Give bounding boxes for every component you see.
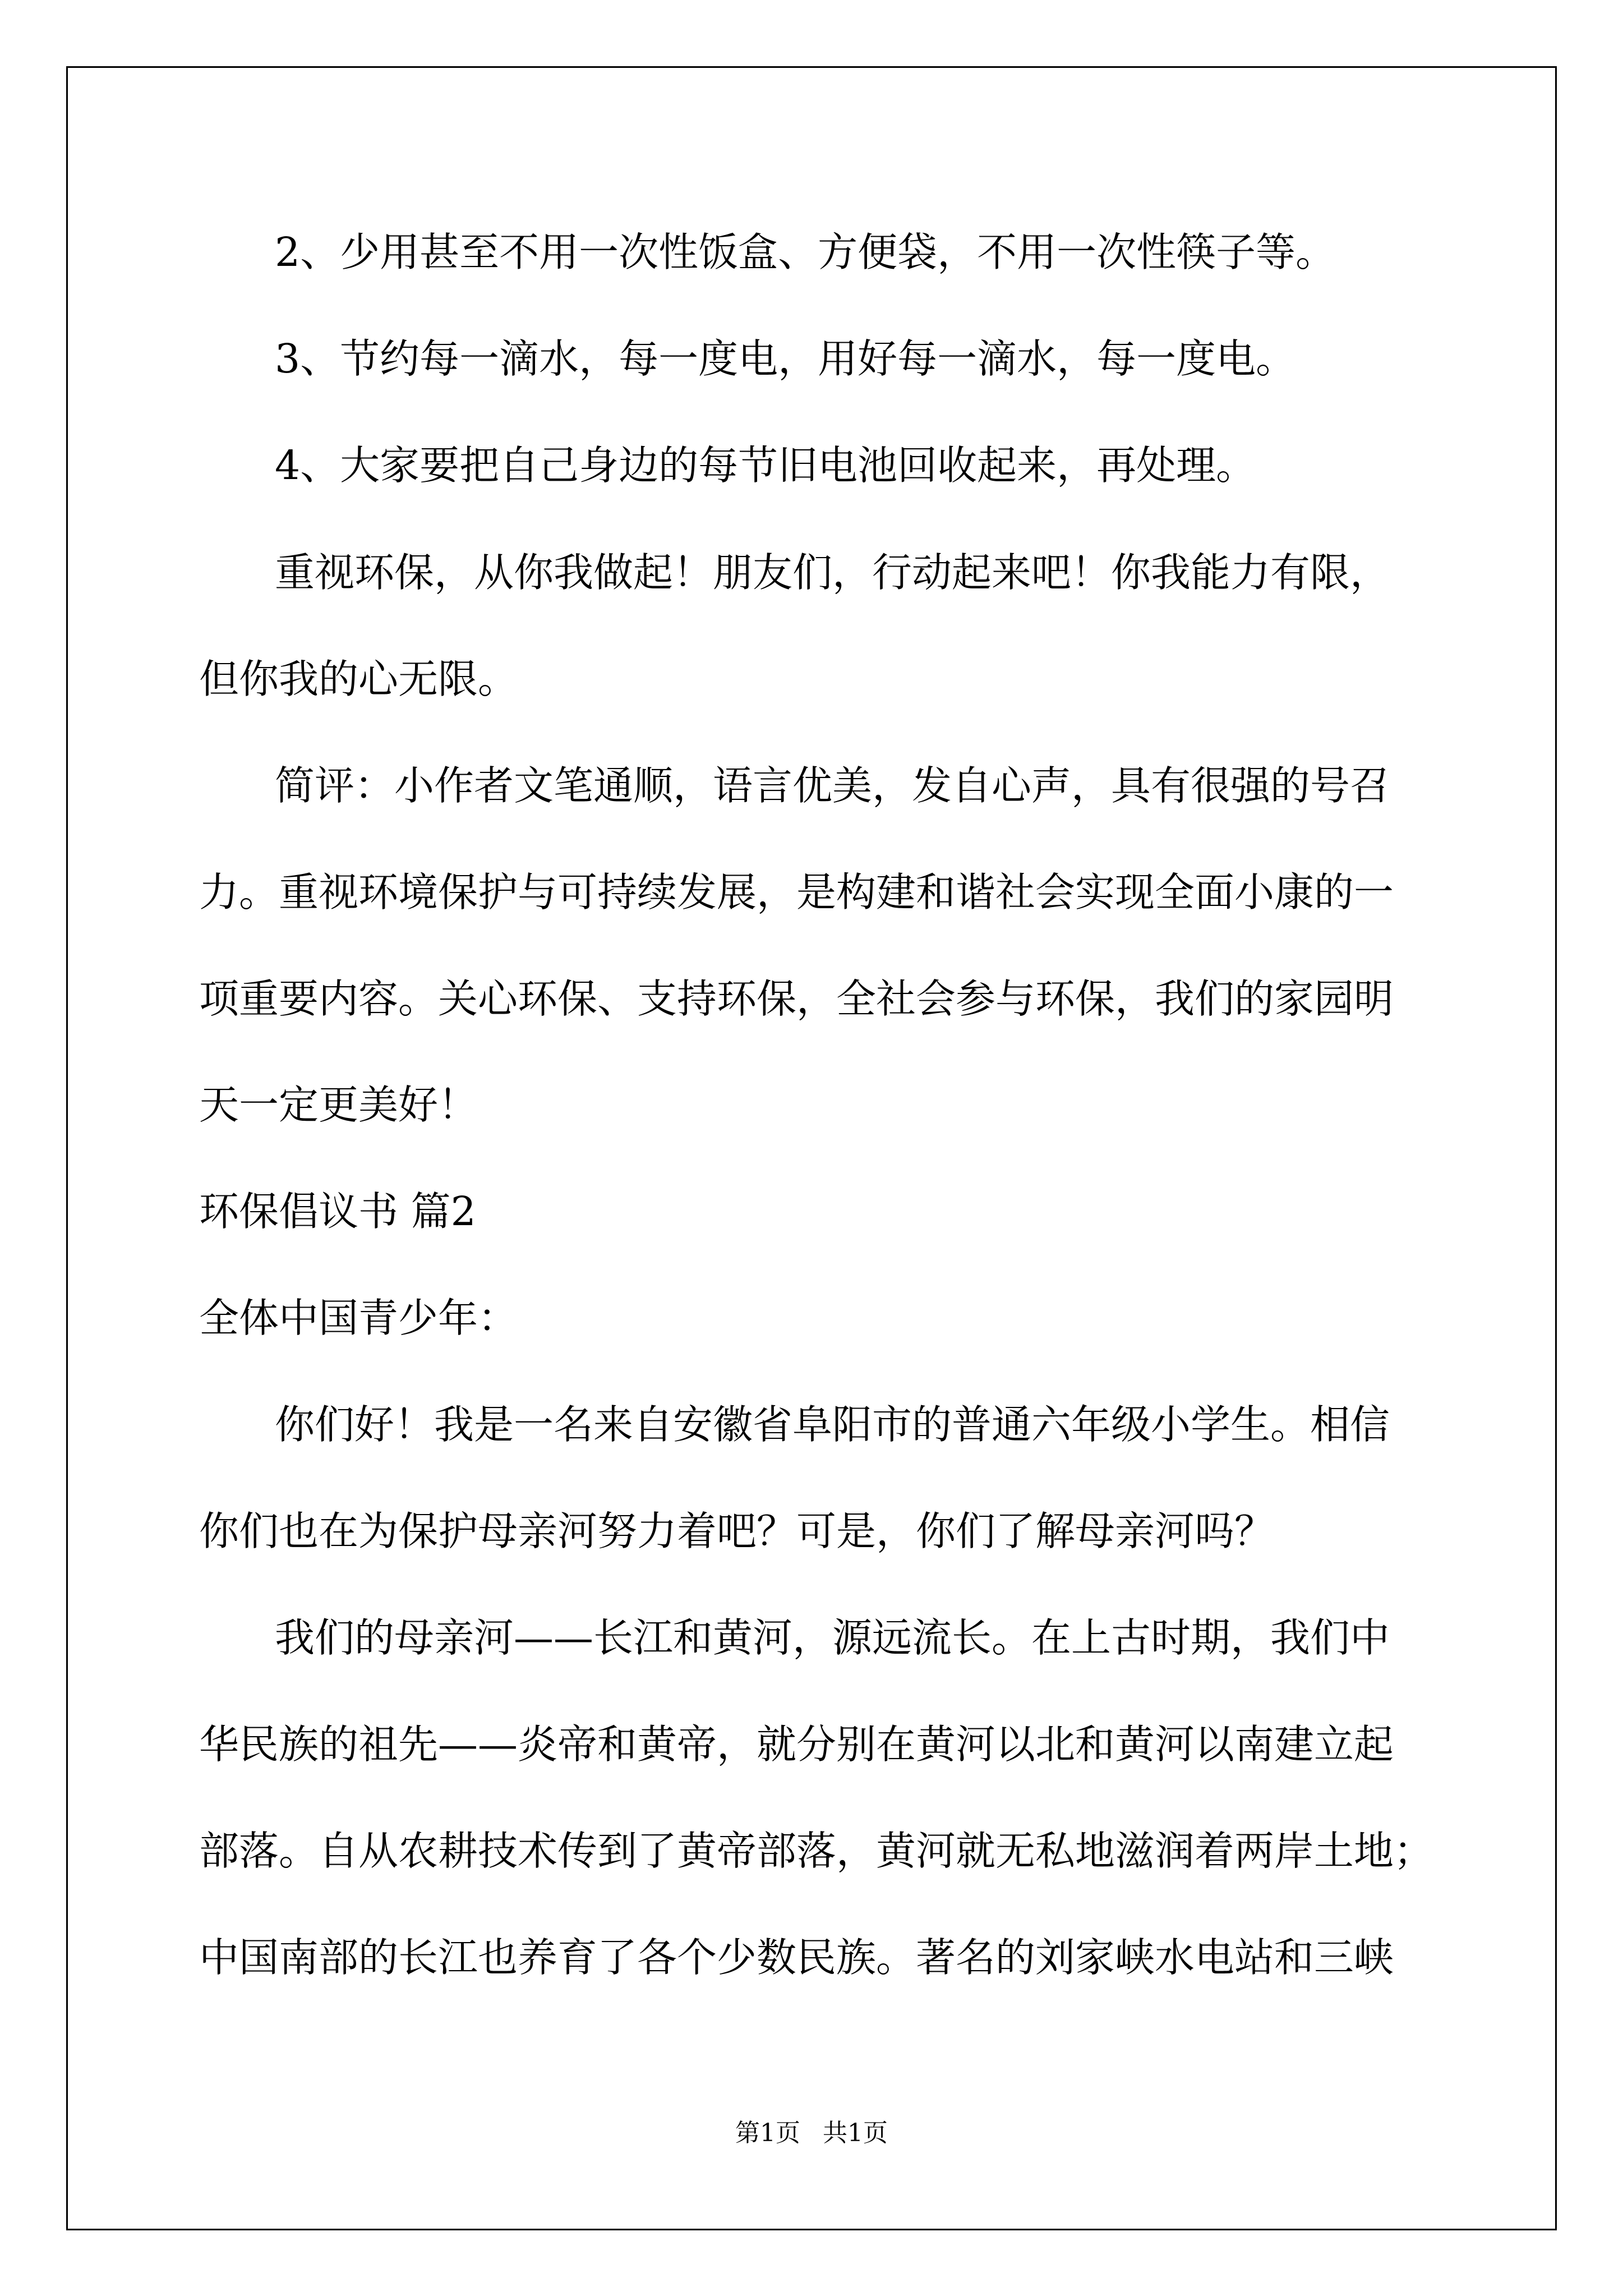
body-line-13: 你们也在为保护母亲河努力着吧？可是，你们了解母亲河吗？ (199, 1508, 1275, 1554)
body-line-17: 中国南部的长江也养育了各个少数民族。著名的刘家峡水电站和三峡 (199, 1934, 1394, 1981)
page-total: 共1页 (823, 2119, 888, 2147)
body-line-14: 我们的母亲河——长江和黄河，源远流长。在上古时期，我们中 (275, 1614, 1390, 1661)
body-line-6: 简评：小作者文笔通顺，语言优美，发自心声，具有很强的号召 (275, 762, 1390, 809)
body-line-1: 2、少用甚至不用一次性饭盒、方便袋，不用一次性筷子等。 (275, 229, 1336, 275)
body-line-3: 4、大家要把自己身边的每节旧电池回收起来，再处理。 (275, 442, 1256, 489)
body-line-9: 天一定更美好！ (199, 1082, 478, 1128)
section-heading: 环保倡议书 篇2 (199, 1188, 476, 1235)
page-number: 第1页 (735, 2119, 800, 2147)
body-line-4: 重视环保，从你我做起！朋友们，行动起来吧！你我能力有限， (275, 549, 1390, 596)
body-line-2: 3、节约每一滴水，每一度电，用好每一滴水，每一度电。 (275, 335, 1296, 382)
body-line-16: 部落。自从农耕技术传到了黄帝部落，黄河就无私地滋润着两岸土地； (199, 1828, 1434, 1874)
body-line-7: 力。重视环境保护与可持续发展，是构建和谐社会实现全面小康的一 (199, 869, 1394, 915)
body-line-12: 你们好！我是一名来自安徽省阜阳市的普通六年级小学生。相信 (275, 1401, 1390, 1448)
body-line-8: 项重要内容。关心环保、支持环保，全社会参与环保，我们的家园明 (199, 976, 1394, 1022)
salutation: 全体中国青少年： (199, 1295, 518, 1341)
body-line-5: 但你我的心无限。 (199, 656, 518, 702)
page-frame (66, 66, 1557, 2230)
body-line-15: 华民族的祖先——炎帝和黄帝，就分别在黄河以北和黄河以南建立起 (199, 1721, 1394, 1768)
page-footer (0, 2116, 1623, 2150)
